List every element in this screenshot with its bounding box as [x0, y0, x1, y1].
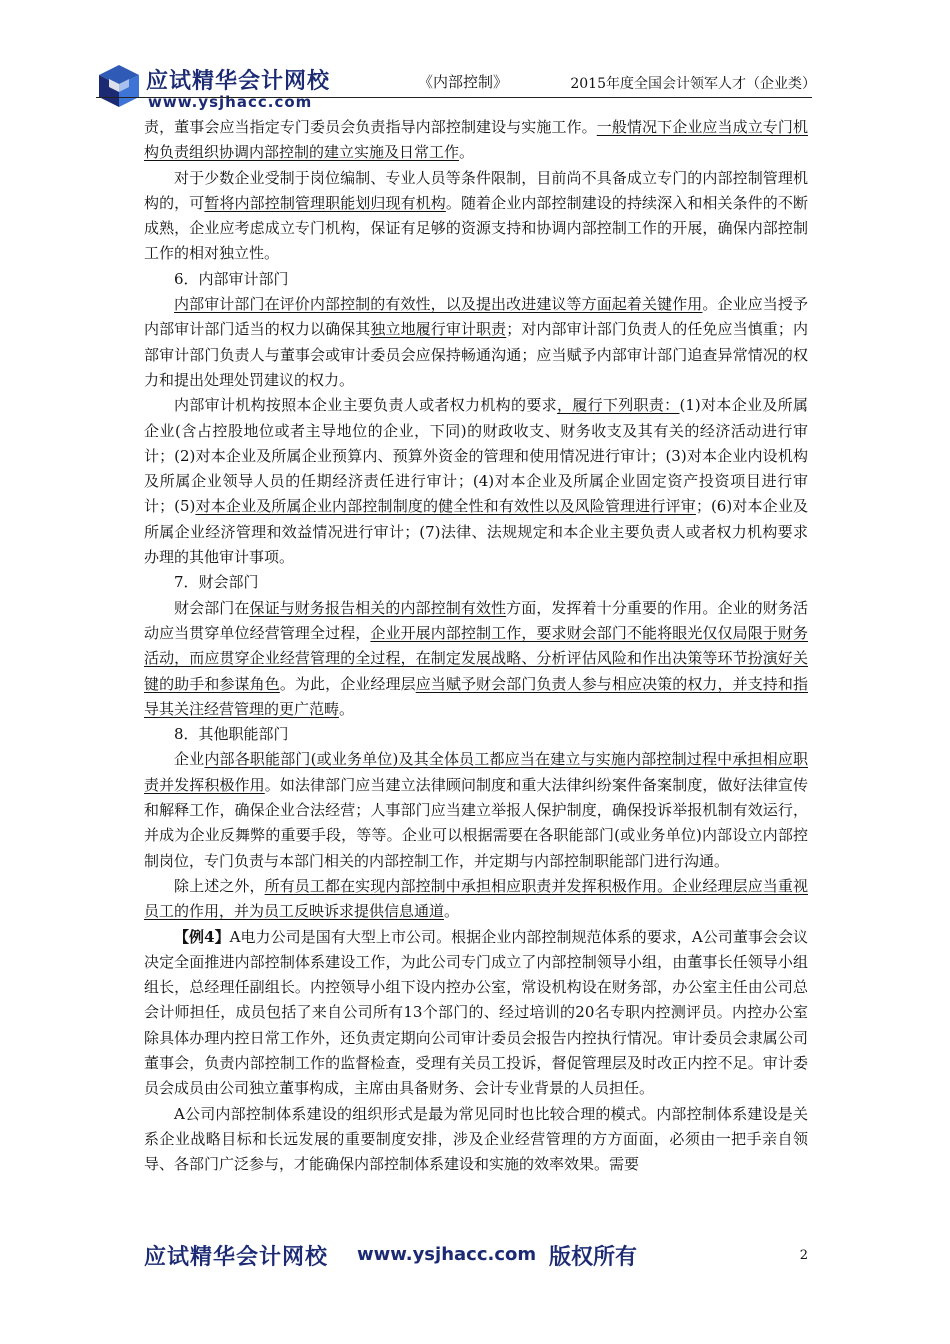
example-label: 【例4】: [174, 927, 230, 946]
paragraph-all-employees: 除上述之外，所有员工都在实现内部控制中承担相应职责并发挥积极作用。企业经理层应当重视员工的作用，并为员工反映诉求提供信息通道。: [144, 876, 808, 921]
paragraph-example-4: 【例4】A电力公司是国有大型上市公司。根据企业内部控制规范体系的要求，A公司董事会会议决定全面推进内部控制体系建设工作，为此公司专门成立了内部控制领导小组，由董事长任领导小组组长，总经理任副组长。内控领导小组下设内控办公室，常设机构设在财务部，办公室主任由公司总会计师担任，成员包括了来自公司所有13个部门的、经过培训的20名专职内控测评员。内控办公室除具体办理内控日常工作外，还负责定期向公司审计委员会报告内控执行情况。审计委员会隶属公司董事会，负责内部控制工作的监督检查，受理有关员工投诉，督促管理层及时改正内控不足。审计委员会成员由公司独立董事构成，主席由具备财务、会计专业背景的人员担任。: [144, 927, 809, 1098]
page-content: [144, 115, 808, 1177]
footer-url: www.ysjhacc.com: [357, 1244, 537, 1265]
paragraph-board-committee: 责，董事会应当指定专门委员会负责指导内部控制建设与实施工作。一般情况下企业应当成立专门机构负责组织协调内部控制的建立实施及日常工作。: [144, 118, 808, 162]
section-heading-internal-audit: 6．内部审计部门: [174, 269, 289, 288]
key-point: 企业开展内部控制工作，要求财会部门不能将眼光仅仅局限于财务活动，而应贯穿企业经营管理的全过程，在制定发展战略、分析评估风险和作出决策等环节扮演好关键的助手和参谋角色: [144, 623, 808, 693]
key-point: 内部各职能部门(或业务单位)及其全体员工都应当在建立与实施内部控制过程中承担相应职责并发挥积极作用: [144, 750, 808, 794]
key-point: 应当赋予财会部门负责人参与相应决策的权力，并支持和指导其关注经营管理的更广范畴: [144, 674, 808, 718]
key-point: 保证与财务报告相关的内部控制有效性: [249, 598, 507, 617]
logo-url: www.ysjhacc.com: [148, 93, 313, 111]
key-point: 对本企业及所属企业内部控制制度的健全性和有效性以及风险管理进行评审: [195, 497, 696, 516]
header-divider: [96, 97, 812, 98]
paragraph-other-departments: 企业内部各职能部门(或业务单位)及其全体员工都应当在建立与实施内部控制过程中承担相应职责并发挥积极作用。如法律部门应当建立法律顾问制度和重大法律纠纷案件备案制度，做好法律宣传和解释工作，确保企业合法经营；人事部门应当建立举报人保护制度，确保投诉举报机制有效运行，并成为企业反舞弊的重要手段，等等。企业可以根据需要在各职能部门(或业务单位)内部设立内部控制岗位，专门负责与本部门相关的内部控制工作，并定期与内部控制职能部门进行沟通。: [144, 750, 808, 870]
section-heading-other-departments: 8．其他职能部门: [174, 725, 289, 744]
paragraph-internal-audit-duties: 内部审计机构按照本企业主要负责人或者权力机构的要求，履行下列职责：(1)对本企业及所属企业(含占控股地位或者主导地位的企业，下同)的财政收支、财务收支及其有关的经济活动进行审计；(2)对本企业及所属企业预算内、预算外资金的管理和使用情况进行审计；(3)对本企业内设机构及所属企业领导人员的任期经济责任进行审计；(4)对本企业及所属企业固定资产投资项目进行审计；(5)对本企业及所属企业内部控制制度的健全性和有效性以及风险管理进行评审；(6)对本企业及所属企业经济管理和效益情况进行审计；(7)法律、法规规定和本企业主要负责人或者权力机构要求办理的其他审计事项。: [144, 396, 808, 567]
footer-brand: 应试精华会计网校: [144, 1245, 329, 1270]
key-point: 一般情况下企业应当成立专门机构负责组织协调内部控制的建立实施及日常工作: [144, 118, 808, 162]
page-header: [96, 62, 816, 118]
paragraph-finance-role: 财会部门在保证与财务报告相关的内部控制有效性方面，发挥着十分重要的作用。企业的财务活动应当贯穿单位经营管理全过程，企业开展内部控制工作，要求财会部门不能将眼光仅仅局限于财务活动，而应贯穿企业经营管理的全过程，在制定发展战略、分析评估风险和作出决策等环节扮演好关键的助手和参谋角色。为此，企业经理层应当赋予财会部门负责人参与相应决策的权力，并支持和指导其关注经营管理的更广范畴。: [144, 598, 808, 718]
section-heading-finance: 7．财会部门: [174, 573, 259, 592]
series-title: 2015年度全国会计领军人才（企业类）: [570, 76, 816, 92]
page-number: 2: [799, 1248, 808, 1263]
page-footer: [144, 1240, 808, 1274]
key-point: 内部审计部门在评价内部控制的有效性，以及提出改进建议等方面起着关键作用: [174, 295, 703, 314]
paragraph-internal-audit-role: 内部审计部门在评价内部控制的有效性，以及提出改进建议等方面起着关键作用。企业应当授予内部审计部门适当的权力以确保其独立地履行审计职责；对内部审计部门负责人的任免应当慎重；内部审计部门负责人与董事会或审计委员会应保持畅通沟通；应当赋予内部审计部门追查异常情况的权力和提出处理处罚建议的权力。: [144, 295, 808, 389]
key-point: 暂将内部控制管理职能划归现有机构: [204, 193, 446, 212]
key-point: 独立地履行审计职责: [370, 320, 507, 339]
key-point: ，履行下列职责：: [556, 396, 680, 415]
cube-logo-icon: [96, 62, 142, 110]
logo-title: 应试精华会计网校: [146, 69, 331, 94]
document-title: 《内部控制》: [418, 73, 509, 91]
key-point: 所有员工都在实现内部控制中承担相应职责并发挥积极作用。企业经理层应当重视员工的作用，并为员工反映诉求提供信息通道: [144, 876, 808, 921]
footer-copyright: 版权所有: [549, 1245, 638, 1270]
paragraph-small-enterprises: 对于少数企业受制于岗位编制、专业人员等条件限制，目前尚不具备成立专门的内部控制管理机构的，可暂将内部控制管理职能划归现有机构。随着企业内部控制建设的持续深入和相关条件的不断成熟，企业应考虑成立专门机构，保证有足够的资源支持和协调内部控制工作的开展，确保内部控制工作的相对独立性。: [144, 168, 808, 263]
paragraph-example-analysis: A公司内部控制体系建设的组织形式是最为常见同时也比较合理的模式。内部控制体系建设是关系企业战略目标和长远发展的重要制度安排，涉及企业经营管理的方方面面，必须由一把手亲自领导、各部门广泛参与，才能确保内部控制体系建设和实施的效率效果。需要: [144, 1104, 808, 1174]
